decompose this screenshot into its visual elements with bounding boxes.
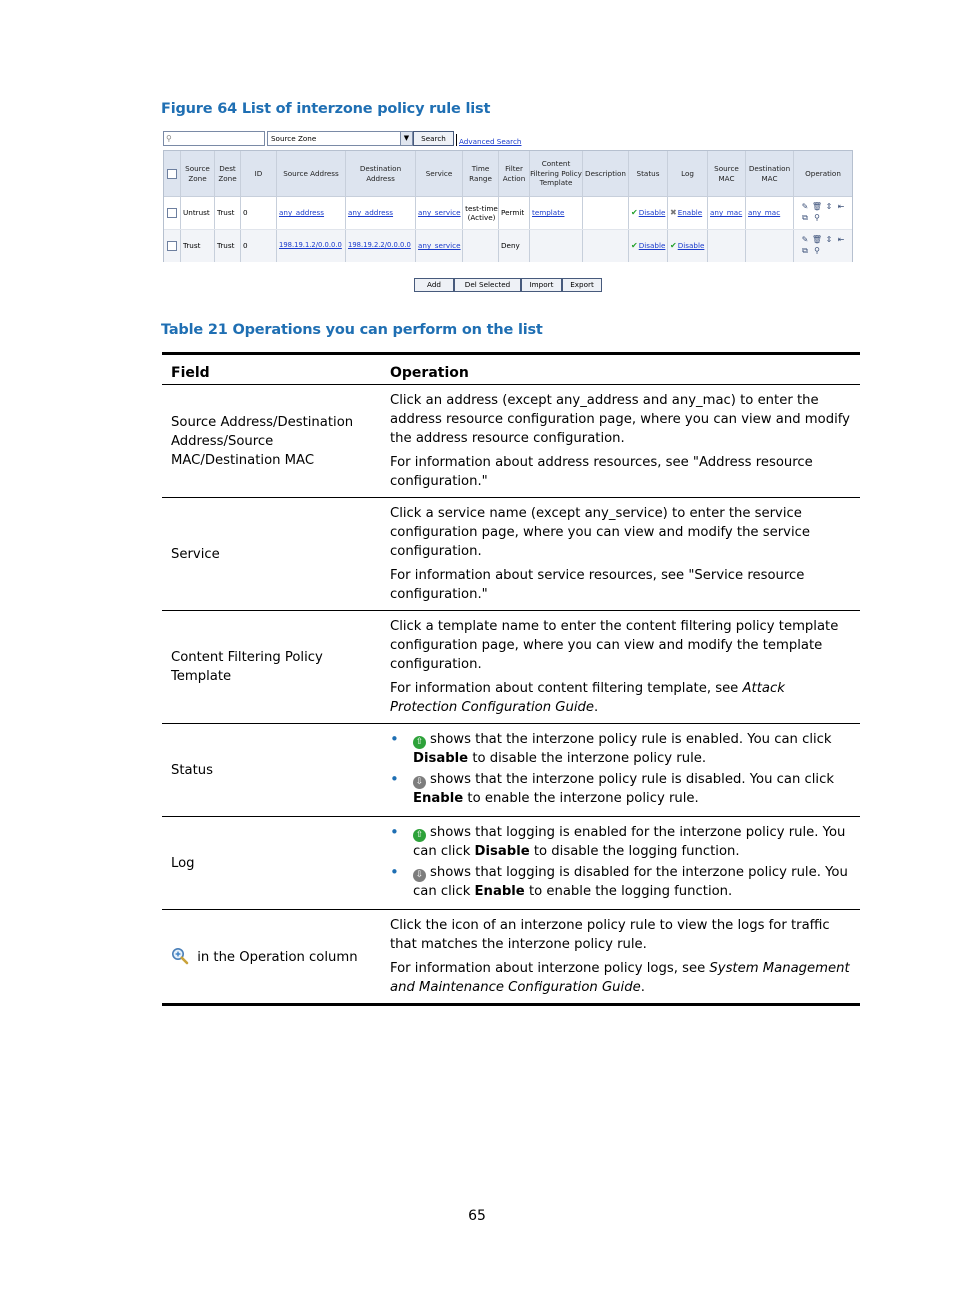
field-cell: Content Filtering Policy Template bbox=[162, 611, 381, 724]
search-field-value: Source Zone bbox=[271, 134, 317, 143]
delete-icon[interactable]: 🗑 bbox=[811, 235, 823, 244]
search-icon: ⚲ bbox=[166, 134, 172, 143]
move-icon[interactable]: ⇕ bbox=[825, 202, 833, 211]
row-checkbox[interactable] bbox=[167, 241, 177, 251]
guide-title: Attack Protection Configuration Guide bbox=[390, 681, 785, 715]
move-icon[interactable]: ⇕ bbox=[825, 235, 833, 244]
cell-time-range bbox=[463, 230, 499, 262]
cell-id: 0 bbox=[241, 197, 277, 229]
operation-text: Click a service name (except any_service) to enter the service configuration page, where you can view and modify the service configuration. bbox=[390, 506, 810, 559]
policy-table bbox=[163, 150, 853, 262]
row-checkbox-cell bbox=[164, 230, 181, 262]
col-dest-zone[interactable]: Dest Zone bbox=[215, 151, 241, 196]
search-button[interactable]: Search bbox=[413, 131, 454, 146]
del-selected-button[interactable]: Del Selected bbox=[454, 278, 521, 292]
copy-icon[interactable]: ⧉ bbox=[802, 213, 808, 222]
bullet-text: to enable the logging function. bbox=[524, 884, 733, 899]
bullet-keyword: Disable bbox=[413, 751, 469, 766]
operation-reference bbox=[390, 679, 852, 717]
cell-source-zone: Trust bbox=[181, 230, 215, 262]
list-item bbox=[390, 730, 852, 768]
search-bar bbox=[163, 131, 583, 146]
select-all-checkbox[interactable] bbox=[167, 169, 177, 179]
operation-text: Click an address (except any_address and any_mac) to enter the address resource configuration page, where you can view and modify the address resource configuration. bbox=[390, 393, 850, 446]
cell-status bbox=[629, 230, 668, 262]
delete-icon[interactable]: 🗑 bbox=[811, 202, 823, 211]
cell-service-link[interactable]: any_service bbox=[416, 197, 463, 229]
cell-source-zone: Untrust bbox=[181, 197, 215, 229]
table-row bbox=[164, 229, 852, 262]
bullet-keyword: Enable bbox=[474, 884, 525, 899]
operation-cell bbox=[381, 611, 860, 724]
list-item bbox=[390, 823, 852, 861]
enabled-icon: ⇧ bbox=[413, 829, 426, 842]
page-number: 65 bbox=[468, 1208, 486, 1224]
operation-reference bbox=[390, 959, 852, 997]
cell-service-link[interactable]: any_service bbox=[416, 230, 463, 262]
cell-id: 0 bbox=[241, 230, 277, 262]
bullet-keyword: Disable bbox=[474, 844, 530, 859]
col-id[interactable]: ID bbox=[241, 151, 277, 196]
divider bbox=[456, 134, 457, 146]
bullet-text: shows that logging is disabled for the interzone policy rule. You can click bbox=[413, 865, 848, 899]
cell-time-range: test-time (Active) bbox=[463, 197, 499, 229]
table-row bbox=[162, 724, 860, 817]
col-destination-mac: Destination MAC bbox=[746, 151, 794, 196]
magnifier-icon bbox=[171, 947, 189, 965]
bullet-text: shows that the interzone policy rule is enabled. You can click bbox=[430, 732, 832, 747]
list-item bbox=[390, 770, 852, 808]
insert-icon[interactable]: ⇤ bbox=[837, 202, 845, 211]
reference-text: For information about content filtering template, see bbox=[390, 681, 743, 696]
cell-status bbox=[629, 197, 668, 229]
field-cell bbox=[162, 910, 381, 1005]
cell-log bbox=[668, 197, 708, 229]
cell-dest-zone: Trust bbox=[215, 197, 241, 229]
row-checkbox-cell bbox=[164, 197, 181, 229]
enabled-icon: ✔ bbox=[631, 208, 638, 218]
cell-log bbox=[668, 230, 708, 262]
chevron-down-icon: ▼ bbox=[400, 132, 412, 145]
field-cell: Source Address/Destination Address/Source MAC/Destination MAC bbox=[162, 385, 381, 498]
insert-icon[interactable]: ⇤ bbox=[837, 235, 845, 244]
cell-source-address-link[interactable]: 198.19.1.2/0.0.0.0 bbox=[277, 230, 346, 262]
field-cell: Log bbox=[162, 817, 381, 910]
operation-reference: For information about address resources, see "Address resource configuration." bbox=[390, 455, 813, 489]
cell-filter-action: Permit bbox=[499, 197, 530, 229]
operation-text: Click a template name to enter the content filtering policy template configuration page, where you can view and modify the template configuration. bbox=[390, 619, 839, 672]
reference-end: . bbox=[640, 980, 645, 995]
export-button[interactable]: Export bbox=[562, 278, 602, 292]
table-row bbox=[162, 611, 860, 724]
cell-template-link[interactable]: template bbox=[530, 197, 583, 229]
operation-cell bbox=[381, 385, 860, 498]
header-field: Field bbox=[162, 354, 381, 385]
col-destination-address: Destination Address bbox=[346, 151, 416, 196]
cell-operation bbox=[794, 197, 852, 229]
col-log: Log bbox=[668, 151, 708, 196]
col-service: Service bbox=[416, 151, 463, 196]
log-toggle-link[interactable]: Enable bbox=[677, 208, 703, 218]
status-toggle-link[interactable]: Disable bbox=[638, 241, 666, 251]
table-caption: Table 21 Operations you can perform on the list bbox=[161, 322, 543, 338]
bullet-keyword: Enable bbox=[413, 791, 464, 806]
figure-caption: Figure 64 List of interzone policy rule list bbox=[161, 101, 491, 117]
guide-title: System Management and Maintenance Configuration Guide bbox=[390, 961, 850, 995]
table-header bbox=[164, 151, 852, 196]
advanced-search-link[interactable]: Advanced Search bbox=[459, 137, 522, 146]
disabled-icon: ✖ bbox=[670, 208, 677, 218]
status-toggle-link[interactable]: Disable bbox=[638, 208, 666, 218]
header-operation: Operation bbox=[381, 354, 860, 385]
cell-operation bbox=[794, 230, 852, 262]
disabled-icon: ⇩ bbox=[413, 776, 426, 789]
reference-end: . bbox=[594, 700, 599, 715]
field-cell: Status bbox=[162, 724, 381, 817]
col-description: Description bbox=[583, 151, 629, 196]
enabled-icon: ✔ bbox=[670, 241, 677, 251]
select-all-checkbox-cell bbox=[164, 151, 181, 196]
log-toggle-link[interactable]: Disable bbox=[677, 241, 705, 251]
field-cell: Service bbox=[162, 498, 381, 611]
cell-destination-mac bbox=[746, 230, 794, 262]
edit-icon[interactable]: ✎ bbox=[801, 202, 809, 211]
field-label: in the Operation column bbox=[193, 949, 358, 965]
col-source-mac: Source MAC bbox=[708, 151, 746, 196]
cell-dest-zone: Trust bbox=[215, 230, 241, 262]
col-time-range: Time Range bbox=[463, 151, 499, 196]
table-row bbox=[162, 817, 860, 910]
cell-source-address-link[interactable]: any_address bbox=[277, 197, 346, 229]
table-row bbox=[162, 498, 860, 611]
bullet-text: to enable the interzone policy rule. bbox=[463, 791, 699, 806]
operation-cell bbox=[381, 498, 860, 611]
operation-cell bbox=[381, 724, 860, 817]
row-checkbox[interactable] bbox=[167, 208, 177, 218]
table-row bbox=[164, 196, 852, 229]
magnifier-icon[interactable]: ⚲ bbox=[814, 246, 820, 255]
operations-table bbox=[162, 352, 860, 1006]
cell-destination-address-link[interactable]: 198.19.2.2/0.0.0.0 bbox=[346, 230, 416, 262]
reference-text: For information about interzone policy logs, see bbox=[390, 961, 710, 976]
col-operation: Operation bbox=[805, 168, 841, 178]
table-row bbox=[162, 385, 860, 498]
bullet-text: to disable the interzone policy rule. bbox=[468, 751, 707, 766]
cell-destination-mac-link[interactable]: any_mac bbox=[746, 197, 794, 229]
cell-template bbox=[530, 230, 583, 262]
operation-cell bbox=[381, 910, 860, 1005]
col-status: Status bbox=[629, 151, 668, 196]
enabled-icon: ⇧ bbox=[413, 736, 426, 749]
table-row bbox=[162, 910, 860, 1005]
add-button[interactable]: Add bbox=[414, 278, 454, 292]
col-filter-action: Filter Action bbox=[499, 151, 530, 196]
magnifier-icon[interactable]: ⚲ bbox=[814, 213, 820, 222]
table-header-row bbox=[162, 354, 860, 385]
cell-filter-action: Deny bbox=[499, 230, 530, 262]
cell-description bbox=[583, 197, 629, 229]
col-source-address: Source Address bbox=[277, 151, 346, 196]
search-field-select[interactable] bbox=[267, 131, 413, 146]
cell-description bbox=[583, 230, 629, 262]
cell-source-mac-link[interactable]: any_mac bbox=[708, 197, 746, 229]
col-content-filtering-template: Content Filtering Policy Template bbox=[530, 151, 583, 196]
cell-source-mac bbox=[708, 230, 746, 262]
bullet-text: to disable the logging function. bbox=[529, 844, 740, 859]
enabled-icon: ✔ bbox=[631, 241, 638, 251]
list-item bbox=[390, 863, 852, 901]
operation-text: Click the icon of an interzone policy rule to view the logs for traffic that matches the interzone policy rule. bbox=[390, 918, 830, 952]
cell-destination-address-link[interactable]: any_address bbox=[346, 197, 416, 229]
edit-icon[interactable]: ✎ bbox=[801, 235, 809, 244]
policy-list-screenshot bbox=[163, 130, 853, 300]
col-source-zone[interactable]: Source Zone bbox=[181, 151, 215, 196]
bullet-text: shows that logging is enabled for the interzone policy rule. You can click bbox=[413, 825, 846, 859]
copy-icon[interactable]: ⧉ bbox=[802, 246, 808, 255]
search-input[interactable] bbox=[163, 131, 265, 146]
disabled-icon: ⇩ bbox=[413, 869, 426, 882]
operation-cell bbox=[381, 817, 860, 910]
operation-reference: For information about service resources, see "Service resource configuration." bbox=[390, 568, 805, 602]
bullet-text: shows that the interzone policy rule is disabled. You can click bbox=[430, 772, 834, 787]
import-button[interactable]: Import bbox=[521, 278, 562, 292]
